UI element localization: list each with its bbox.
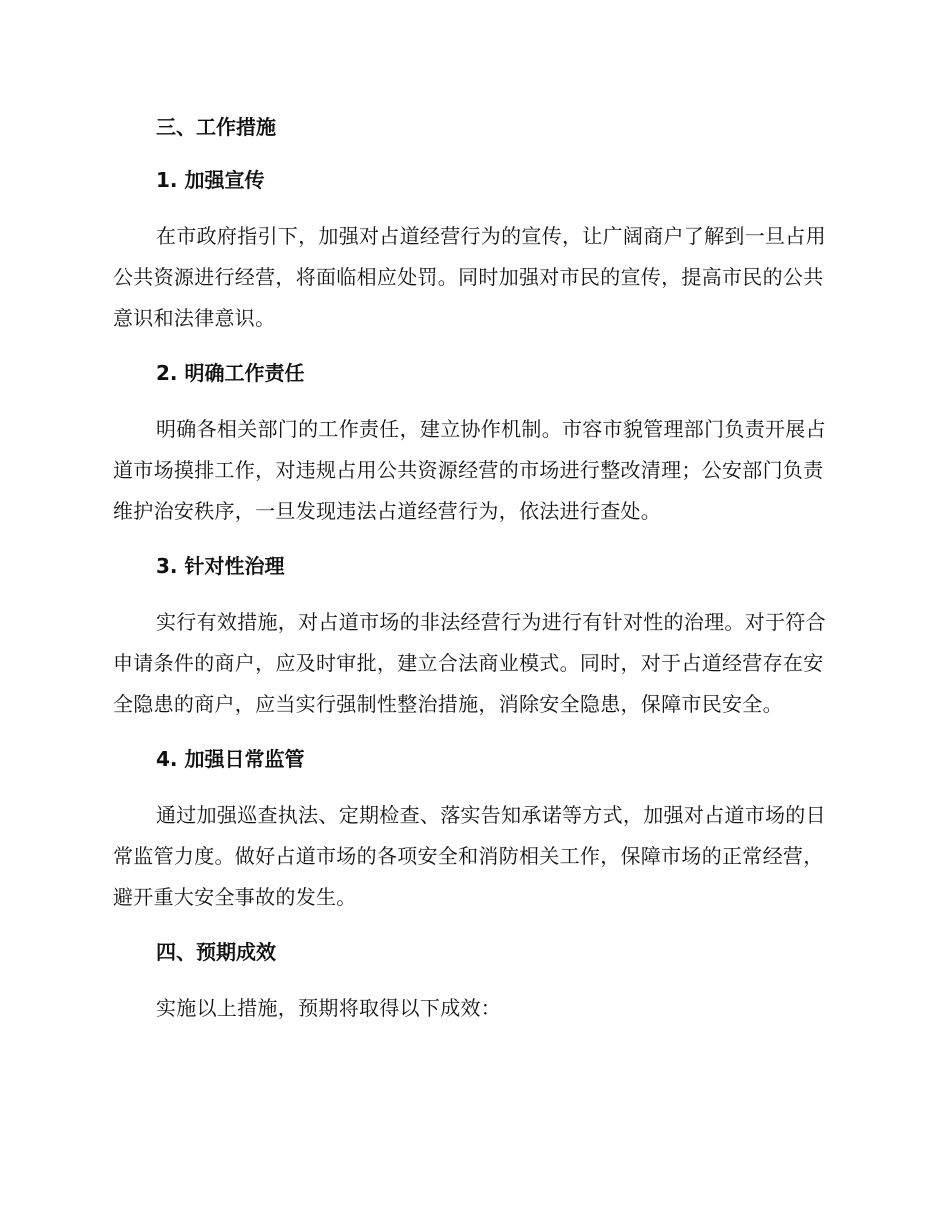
paragraph-responsibility: 明确各相关部门的工作责任，建立协作机制。市容市貌管理部门负责开展占道市场摸排工作，对违规占用公共资源经营的市场进行整改清理；公安部门负责维护治安秩序，一旦发现违法占道经营行为，依法进行查处。 <box>113 417 826 523</box>
section-heading-expected-results: 四、预期成效 <box>156 940 276 964</box>
paragraph-daily-supervision: 通过加强巡查执法、定期检查、落实告知承诺等方式，加强对占道市场的日常监管力度。做好占道市场的各项安全和消防相关工作，保障市场的正常经营，避开重大安全事故的发生。 <box>113 803 826 909</box>
subheading-daily-supervision: 4. 加强日常监管 <box>156 747 305 771</box>
subheading-targeted-governance: 3. 针对性治理 <box>156 554 285 578</box>
paragraph-publicity: 在市政府指引下，加强对占道经营行为的宣传，让广阔商户了解到一旦占用公共资源进行经营，将面临相应处罚。同时加强对市民的宣传，提高市民的公共意识和法律意识。 <box>113 224 826 330</box>
paragraph-targeted-governance: 实行有效措施，对占道市场的非法经营行为进行有针对性的治理。对于符合申请条件的商户，应及时审批，建立合法商业模式。同时，对于占道经营存在安全隐患的商户，应当实行强制性整治措施，消除安全隐患，保障市民安全。 <box>113 610 826 716</box>
subheading-responsibility: 2. 明确工作责任 <box>156 361 305 385</box>
paragraph-expected-results: 实施以上措施，预期将取得以下成效： <box>156 996 502 1020</box>
document-body <box>113 110 833 1046</box>
section-heading-work-measures: 三、工作措施 <box>156 115 276 139</box>
subheading-publicity: 1. 加强宣传 <box>156 168 265 192</box>
